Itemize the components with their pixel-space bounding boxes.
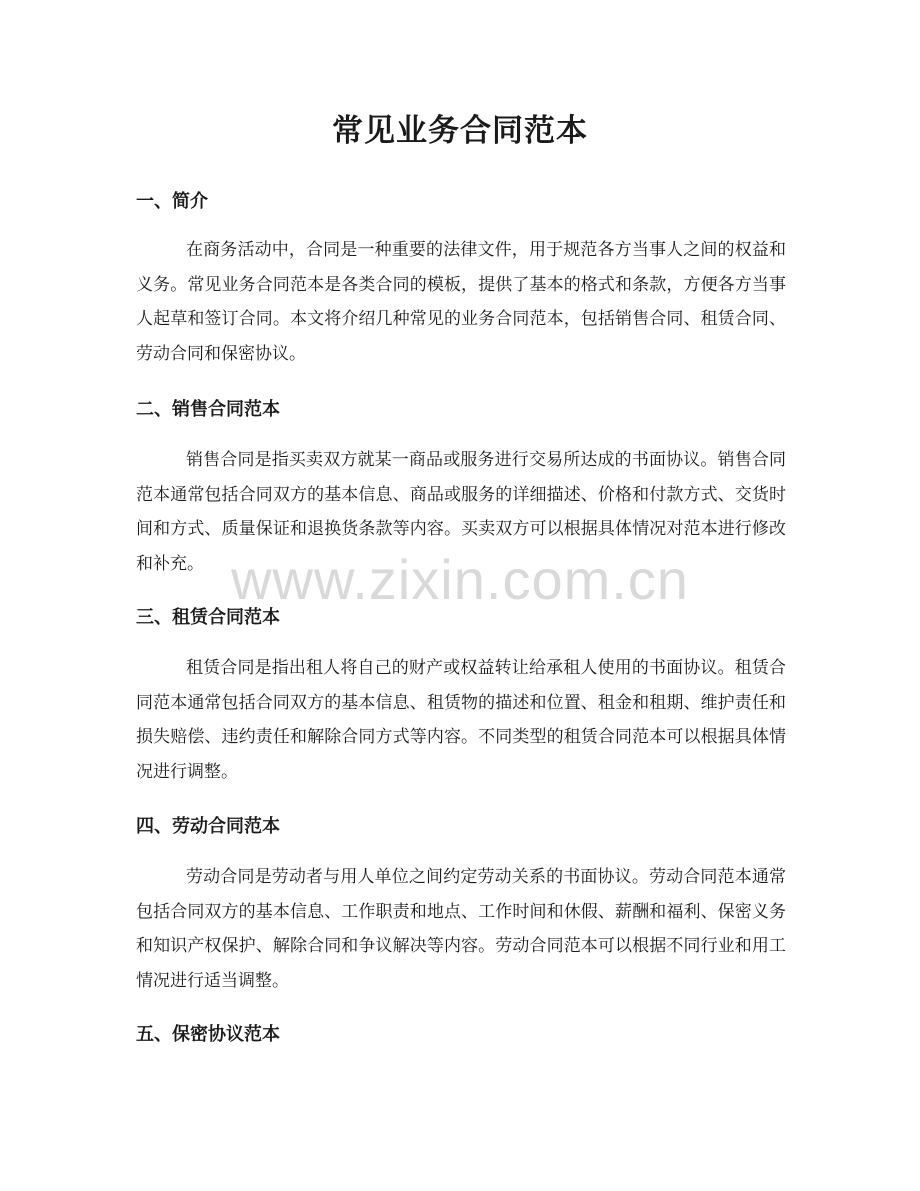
watermark: www.zixin.com.cn xyxy=(231,548,689,611)
section-heading-labor: 四、劳动合同范本 xyxy=(136,816,280,837)
page-title: 常见业务合同范本 xyxy=(332,113,588,149)
section-heading-nda: 五、保密协议范本 xyxy=(136,1024,280,1045)
section-body-lease: 租赁合同是指出租人将自己的财产或权益转让给承租人使用的书面协议。租赁合同范本通常包括合同双方的基本信息、租赁物的描述和位置、租金和租期、维护责任和损失赔偿、违约责任和解除合同方式等内容。不同类型的租赁合同范本可以根据具体情况进行调整。 xyxy=(136,658,786,782)
section-body-labor: 劳动合同是劳动者与用人单位之间约定劳动关系的书面协议。劳动合同范本通常包括合同双方的基本信息、工作职责和地点、工作时间和休假、薪酬和福利、保密义务和知识产权保护、解除合同和争议解决等内容。劳动合同范本可以根据不同行业和用工情况进行适当调整。 xyxy=(136,867,786,991)
section-heading-intro: 一、简介 xyxy=(136,191,208,212)
section-body-sales: 销售合同是指买卖双方就某一商品或服务进行交易所达成的书面协议。销售合同范本通常包括合同双方的基本信息、商品或服务的详细描述、价格和付款方式、交货时间和方式、质量保证和退换货条款等内容。买卖双方可以根据具体情况对范本进行修改和补充。 xyxy=(136,450,786,574)
section-heading-lease: 三、租赁合同范本 xyxy=(136,607,280,628)
section-heading-sales: 二、销售合同范本 xyxy=(136,399,280,420)
section-body-intro: 在商务活动中，合同是一种重要的法律文件，用于规范各方当事人之间的权益和义务。常见业务合同范本是各类合同的模板，提供了基本的格式和条款，方便各方当事人起草和签订合同。本文将介绍几种常见的业务合同范本，包括销售合同、租赁合同、劳动合同和保密协议。 xyxy=(136,240,786,364)
